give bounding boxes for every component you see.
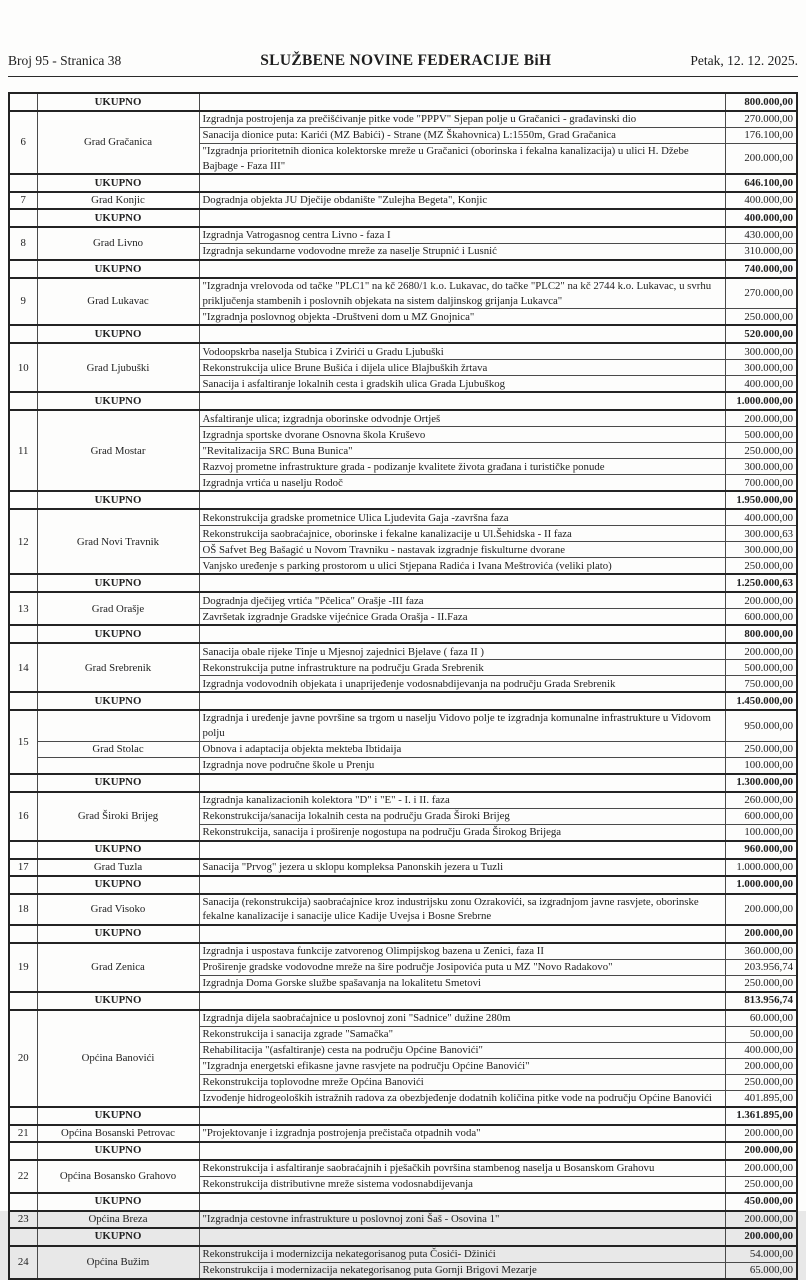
ukupno-label-cell: UKUPNO (37, 209, 199, 227)
project-description-cell: "Izgradnja poslovnog objekta -Društveni dom u MZ Gnojnica" (199, 309, 725, 326)
project-amount-cell: 360.000,00 (725, 943, 797, 960)
ukupno-label-cell: UKUPNO (37, 325, 199, 343)
ukupno-empty-number-cell (9, 209, 37, 227)
project-description-cell: Rekonstrukcija distributivne mreže sistema vodosnabdijevanja (199, 1176, 725, 1193)
ukupno-label-cell: UKUPNO (37, 1107, 199, 1125)
project-description-cell: Sanacija i asfaltiranje lokalnih cesta i gradskih ulica Grada Ljubuškog (199, 376, 725, 393)
project-description-cell: Sanacija dionice puta: Karići (MZ Babići) - Strane (MZ Škahovnica) L:1550m, Grad Gračanica (199, 128, 725, 144)
ukupno-empty-description-cell (199, 876, 725, 894)
project-amount-cell: 430.000,00 (725, 227, 797, 244)
project-description-cell: Rekonstrukcija gradske prometnice Ulica Ljudevita Gaja -završna faza (199, 509, 725, 526)
ukupno-row (9, 574, 797, 592)
ukupno-empty-number-cell (9, 876, 37, 894)
ukupno-label-cell: UKUPNO (37, 1193, 199, 1211)
project-amount-cell: 300.000,00 (725, 542, 797, 558)
project-amount-cell: 300.000,00 (725, 459, 797, 475)
municipality-name-cell: Grad Novi Travnik (37, 509, 199, 574)
row-number-cell: 19 (9, 943, 37, 992)
ukupno-amount-cell: 1.250.000,63 (725, 574, 797, 592)
ukupno-row (9, 1228, 797, 1246)
project-amount-cell: 200.000,00 (725, 410, 797, 427)
ukupno-empty-description-cell (199, 692, 725, 710)
project-amount-cell: 600.000,00 (725, 808, 797, 824)
project-row (9, 1010, 797, 1027)
ukupno-amount-cell: 960.000,00 (725, 841, 797, 859)
project-row (9, 592, 797, 609)
ukupno-empty-description-cell (199, 574, 725, 592)
ukupno-empty-number-cell (9, 574, 37, 592)
masthead (8, 52, 798, 77)
ukupno-amount-cell: 1.000.000,00 (725, 392, 797, 410)
ukupno-amount-cell: 520.000,00 (725, 325, 797, 343)
project-amount-cell: 176.100,00 (725, 128, 797, 144)
project-amount-cell: 700.000,00 (725, 475, 797, 492)
ukupno-empty-description-cell (199, 925, 725, 943)
municipality-name-cell (37, 757, 199, 774)
project-row (9, 343, 797, 360)
project-description-cell: Rekonstrukcija putne infrastrukture na području Grada Srebrenik (199, 660, 725, 676)
ukupno-empty-number-cell (9, 774, 37, 792)
project-description-cell: Rehabilitacija "(asfaltiranje) cesta na području Općine Banovići" (199, 1042, 725, 1058)
municipality-name-cell: Grad Zenica (37, 943, 199, 992)
project-amount-cell: 60.000,00 (725, 1010, 797, 1027)
project-description-cell: Rekonstrukcija ulice Brune Bušića i dijela ulice Blajbuških žrtava (199, 360, 725, 376)
ukupno-label-cell: UKUPNO (37, 574, 199, 592)
ukupno-amount-cell: 1.450.000,00 (725, 692, 797, 710)
municipality-name-cell: Grad Srebrenik (37, 643, 199, 692)
ukupno-empty-number-cell (9, 692, 37, 710)
project-amount-cell: 250.000,00 (725, 741, 797, 757)
ukupno-empty-number-cell (9, 174, 37, 192)
ukupno-empty-description-cell (199, 325, 725, 343)
ukupno-empty-number-cell (9, 1228, 37, 1246)
row-number-cell: 24 (9, 1246, 37, 1279)
ukupno-row (9, 876, 797, 894)
project-amount-cell: 250.000,00 (725, 558, 797, 575)
row-number-cell: 7 (9, 192, 37, 209)
project-amount-cell: 250.000,00 (725, 309, 797, 326)
ukupno-empty-number-cell (9, 93, 37, 111)
project-amount-cell: 500.000,00 (725, 660, 797, 676)
ukupno-label-cell: UKUPNO (37, 1142, 199, 1160)
ukupno-label-cell: UKUPNO (37, 174, 199, 192)
ukupno-empty-description-cell (199, 93, 725, 111)
project-amount-cell: 203.956,74 (725, 959, 797, 975)
project-amount-cell: 300.000,00 (725, 360, 797, 376)
project-description-cell: Rekonstrukcija i modernizacija nekategorisanog puta Gornji Brigovi Mezarje (199, 1262, 725, 1279)
ukupno-amount-cell: 646.100,00 (725, 174, 797, 192)
row-number-cell: 18 (9, 894, 37, 925)
allocation-table-body (9, 93, 797, 1279)
municipality-name-cell: Grad Konjic (37, 192, 199, 209)
municipality-name-cell: Grad Orašje (37, 592, 199, 625)
ukupno-row (9, 1142, 797, 1160)
project-description-cell: Izvođenje hidrogeoloških istražnih radova za obezbjeđenje dodatnih količina pitke vode na području Općine Banovići (199, 1090, 725, 1107)
project-description-cell: Vodoopskrba naselja Stubica i Zvirići u Gradu Ljubuški (199, 343, 725, 360)
ukupno-label-cell: UKUPNO (37, 260, 199, 278)
row-number-cell: 16 (9, 792, 37, 841)
ukupno-row (9, 774, 797, 792)
ukupno-label-cell: UKUPNO (37, 876, 199, 894)
ukupno-empty-number-cell (9, 491, 37, 509)
project-row (9, 192, 797, 209)
project-amount-cell: 750.000,00 (725, 676, 797, 693)
row-number-cell: 14 (9, 643, 37, 692)
ukupno-amount-cell: 200.000,00 (725, 1142, 797, 1160)
row-number-cell: 23 (9, 1211, 37, 1228)
row-number-cell: 6 (9, 111, 37, 174)
ukupno-empty-number-cell (9, 1107, 37, 1125)
project-description-cell: Rekonstrukcija i modernizcija nekategorisanog puta Čosići- Džinići (199, 1246, 725, 1263)
ukupno-label-cell: UKUPNO (37, 925, 199, 943)
ukupno-amount-cell: 800.000,00 (725, 625, 797, 643)
project-description-cell: "Revitalizacija SRC Buna Bunica" (199, 443, 725, 459)
ukupno-label-cell: UKUPNO (37, 774, 199, 792)
project-amount-cell: 200.000,00 (725, 1125, 797, 1142)
project-amount-cell: 65.000,00 (725, 1262, 797, 1279)
project-amount-cell: 270.000,00 (725, 278, 797, 309)
project-amount-cell: 250.000,00 (725, 975, 797, 992)
project-description-cell: "Izgradnja vrelovoda od tačke "PLC1" na kč 2680/1 k.o. Lukavac, do tačke "PLC2" na kč 2744 k.o. Lukavac, u svrhu priključenja stambenih i poslovnih objekata na sistem daljinskog grijanja Lukavca" (199, 278, 725, 309)
municipality-name-cell: Grad Livno (37, 227, 199, 260)
project-row (9, 741, 797, 757)
allocation-table-wrap (8, 92, 798, 1280)
ukupno-amount-cell: 200.000,00 (725, 1228, 797, 1246)
ukupno-row (9, 841, 797, 859)
municipality-name-cell: Općina Breza (37, 1211, 199, 1228)
ukupno-empty-number-cell (9, 260, 37, 278)
project-description-cell: "Izgradnja cestovne infrastrukture u poslovnoj zoni Šaš - Osovina 1" (199, 1211, 725, 1228)
row-number-cell: 22 (9, 1160, 37, 1193)
project-description-cell: Sanacija "Prvog" jezera u sklopu kompleksa Panonskih jezera u Tuzli (199, 859, 725, 876)
allocation-table (8, 92, 798, 1280)
project-row (9, 410, 797, 427)
project-description-cell: Završetak izgradnje Gradske vijećnice Grada Orašja - II.Faza (199, 609, 725, 626)
ukupno-empty-description-cell (199, 209, 725, 227)
municipality-name-cell: Grad Gračanica (37, 111, 199, 174)
project-amount-cell: 1.000.000,00 (725, 859, 797, 876)
ukupno-row (9, 925, 797, 943)
municipality-name-cell: Grad Stolac (37, 741, 199, 757)
project-description-cell: Sanacija obale rijeke Tinje u Mjesnoj zajednici Bjelave ( faza II ) (199, 643, 725, 660)
row-number-cell: 9 (9, 278, 37, 325)
project-description-cell: Izgradnja i uređenje javne površine sa trgom u naselju Vidovo polje te izgradnja komunalne infrastrukture u Vidovom polju (199, 710, 725, 741)
project-description-cell: Rekonstrukcija toplovodne mreže Općina Banovići (199, 1074, 725, 1090)
project-row (9, 894, 797, 925)
ukupno-amount-cell: 1.950.000,00 (725, 491, 797, 509)
row-number-cell: 21 (9, 1125, 37, 1142)
project-amount-cell: 200.000,00 (725, 894, 797, 925)
project-row (9, 1125, 797, 1142)
ukupno-empty-number-cell (9, 1193, 37, 1211)
project-description-cell: Rekonstrukcija saobraćajnice, oborinske i fekalne kanalizacije u Ul.Šehidska - II faza (199, 526, 725, 542)
ukupno-empty-number-cell (9, 392, 37, 410)
ukupno-amount-cell: 1.300.000,00 (725, 774, 797, 792)
project-description-cell: Rekonstrukcija, sanacija i proširenje nogostupa na području Grada Širokog Brijega (199, 824, 725, 841)
project-amount-cell: 54.000,00 (725, 1246, 797, 1263)
row-number-cell: 8 (9, 227, 37, 260)
project-description-cell: Dogradnja dječijeg vrtića "Pčelica" Orašje -III faza (199, 592, 725, 609)
municipality-name-cell: Grad Mostar (37, 410, 199, 491)
project-amount-cell: 500.000,00 (725, 427, 797, 443)
ukupno-empty-description-cell (199, 1142, 725, 1160)
project-row (9, 643, 797, 660)
ukupno-label-cell: UKUPNO (37, 841, 199, 859)
ukupno-row (9, 93, 797, 111)
row-number-cell: 17 (9, 859, 37, 876)
ukupno-amount-cell: 740.000,00 (725, 260, 797, 278)
project-description-cell: Sanacija (rekonstrukcija) saobraćajnice kroz industrijsku zonu Ozrakovići, sa izgradnjom javne rasvjete, oborinske fekalne kanalizacije i sanacije ulice Kadije Uvejsa i Bosne Srebrne (199, 894, 725, 925)
ukupno-amount-cell: 450.000,00 (725, 1193, 797, 1211)
project-amount-cell: 260.000,00 (725, 792, 797, 809)
ukupno-empty-description-cell (199, 1193, 725, 1211)
ukupno-row (9, 992, 797, 1010)
ukupno-empty-description-cell (199, 774, 725, 792)
ukupno-label-cell: UKUPNO (37, 93, 199, 111)
project-amount-cell: 200.000,00 (725, 1160, 797, 1177)
project-row (9, 278, 797, 309)
municipality-name-cell (37, 710, 199, 741)
project-amount-cell: 50.000,00 (725, 1026, 797, 1042)
ukupno-label-cell: UKUPNO (37, 625, 199, 643)
municipality-name-cell: Općina Banovići (37, 1010, 199, 1107)
ukupno-row (9, 491, 797, 509)
project-description-cell: Izgradnja dijela saobraćajnice u poslovnoj zoni "Sadnice" dužine 280m (199, 1010, 725, 1027)
ukupno-row (9, 1193, 797, 1211)
ukupno-empty-description-cell (199, 1107, 725, 1125)
project-amount-cell: 950.000,00 (725, 710, 797, 741)
project-row (9, 943, 797, 960)
municipality-name-cell: Grad Široki Brijeg (37, 792, 199, 841)
project-amount-cell: 300.000,00 (725, 343, 797, 360)
ukupno-empty-description-cell (199, 625, 725, 643)
ukupno-empty-description-cell (199, 260, 725, 278)
ukupno-amount-cell: 200.000,00 (725, 925, 797, 943)
project-description-cell: Izgradnja Doma Gorske službe spašavanja na lokalitetu Smetovi (199, 975, 725, 992)
project-description-cell: Izgradnja postrojenja za prečišćivanje pitke vode "PPPV" Sjepan polje u Gračanici - građavinski dio (199, 111, 725, 128)
project-amount-cell: 250.000,00 (725, 443, 797, 459)
project-description-cell: Vanjsko uređenje s parking prostorom u ulici Stjepana Radića i Ivana Meštrovića (veliki plato) (199, 558, 725, 575)
gazette-title: SLUŽBENE NOVINE FEDERACIJE BiH (260, 52, 552, 69)
project-amount-cell: 100.000,00 (725, 757, 797, 774)
ukupno-empty-number-cell (9, 325, 37, 343)
project-row (9, 1160, 797, 1177)
row-number-cell: 11 (9, 410, 37, 491)
ukupno-empty-description-cell (199, 491, 725, 509)
project-description-cell: OŠ Safvet Beg Bašagić u Novom Travniku - nastavak izgradnje fiskulturne dvorane (199, 542, 725, 558)
ukupno-empty-description-cell (199, 392, 725, 410)
project-row (9, 859, 797, 876)
project-row (9, 1211, 797, 1228)
municipality-name-cell: Grad Lukavac (37, 278, 199, 325)
row-number-cell: 10 (9, 343, 37, 392)
project-row (9, 757, 797, 774)
project-amount-cell: 200.000,00 (725, 144, 797, 175)
project-description-cell: Izgradnja vodovodnih objekata i unaprijeđenje vodosnabdijevanja na području Grada Srebrenik (199, 676, 725, 693)
project-description-cell: Izgradnja sekundarne vodovodne mreže za naselje Strupnić i Lusnić (199, 244, 725, 261)
project-row (9, 111, 797, 128)
project-amount-cell: 250.000,00 (725, 1074, 797, 1090)
municipality-name-cell: Grad Visoko (37, 894, 199, 925)
ukupno-label-cell: UKUPNO (37, 692, 199, 710)
project-description-cell: Izgradnja nove područne škole u Prenju (199, 757, 725, 774)
project-amount-cell: 100.000,00 (725, 824, 797, 841)
project-description-cell: "Izgradnja prioritetnih dionica kolektorske mreže u Gračanici (oborinska i fekalna kanalizacija) u ulici H. Džebe Bajbage - Faza III" (199, 144, 725, 175)
project-amount-cell: 400.000,00 (725, 192, 797, 209)
project-description-cell: Asfaltiranje ulica; izgradnja oborinske odvodnje Ortješ (199, 410, 725, 427)
ukupno-row (9, 625, 797, 643)
municipality-name-cell: Općina Bužim (37, 1246, 199, 1279)
ukupno-row (9, 1107, 797, 1125)
ukupno-row (9, 209, 797, 227)
project-description-cell: Rekonstrukcija/sanacija lokalnih cesta na području Grada Široki Brijeg (199, 808, 725, 824)
ukupno-empty-description-cell (199, 174, 725, 192)
project-description-cell: "Izgradnja energetski efikasne javne rasvjete na području Općine Banovići" (199, 1058, 725, 1074)
ukupno-amount-cell: 1.000.000,00 (725, 876, 797, 894)
ukupno-empty-number-cell (9, 992, 37, 1010)
municipality-name-cell: Općina Bosanski Petrovac (37, 1125, 199, 1142)
ukupno-amount-cell: 813.956,74 (725, 992, 797, 1010)
project-amount-cell: 200.000,00 (725, 592, 797, 609)
project-description-cell: "Projektovanje i izgradnja postrojenja prečistača otpadnih voda" (199, 1125, 725, 1142)
project-amount-cell: 300.000,63 (725, 526, 797, 542)
project-description-cell: Izgradnja sportske dvorane Osnovna škola Kruševo (199, 427, 725, 443)
ukupno-row (9, 392, 797, 410)
project-description-cell: Obnova i adaptacija objekta mekteba Ibtidaija (199, 741, 725, 757)
project-amount-cell: 401.895,00 (725, 1090, 797, 1107)
project-row (9, 509, 797, 526)
project-amount-cell: 600.000,00 (725, 609, 797, 626)
project-row (9, 710, 797, 741)
row-number-cell: 12 (9, 509, 37, 574)
project-description-cell: Rekonstrukcija i sanacija zgrade "Samačka" (199, 1026, 725, 1042)
project-row (9, 1246, 797, 1263)
project-description-cell: Dogradnja objekta JU Dječije obdanište "Zulejha Begeta", Konjic (199, 192, 725, 209)
project-amount-cell: 310.000,00 (725, 244, 797, 261)
project-description-cell: Izgradnja vrtića u naselju Rodoč (199, 475, 725, 492)
project-description-cell: Izgradnja Vatrogasnog centra Livno - faza I (199, 227, 725, 244)
project-row (9, 227, 797, 244)
ukupno-label-cell: UKUPNO (37, 392, 199, 410)
project-description-cell: Proširenje gradske vodovodne mreže na šire područje Josipovića puta u MZ "Novo Radakovo" (199, 959, 725, 975)
ukupno-row (9, 692, 797, 710)
ukupno-label-cell: UKUPNO (37, 491, 199, 509)
ukupno-empty-number-cell (9, 841, 37, 859)
project-amount-cell: 200.000,00 (725, 643, 797, 660)
project-description-cell: Izgradnja i uspostava funkcije zatvorenog Olimpijskog bazena u Zenici, faza II (199, 943, 725, 960)
ukupno-row (9, 174, 797, 192)
row-number-cell: 13 (9, 592, 37, 625)
issue-date: Petak, 12. 12. 2025. (690, 53, 798, 68)
project-amount-cell: 200.000,00 (725, 1058, 797, 1074)
row-number-cell: 15 (9, 710, 37, 773)
project-amount-cell: 400.000,00 (725, 509, 797, 526)
ukupno-empty-description-cell (199, 841, 725, 859)
ukupno-empty-number-cell (9, 625, 37, 643)
project-description-cell: Razvoj prometne infrastrukture grada - podizanje kvalitete života građana i turističke ponude (199, 459, 725, 475)
ukupno-amount-cell: 400.000,00 (725, 209, 797, 227)
project-amount-cell: 200.000,00 (725, 1211, 797, 1228)
municipality-name-cell: Grad Tuzla (37, 859, 199, 876)
ukupno-amount-cell: 1.361.895,00 (725, 1107, 797, 1125)
issue-page-label: Broj 95 - Stranica 38 (8, 53, 122, 68)
municipality-name-cell: Općina Bosansko Grahovo (37, 1160, 199, 1193)
project-description-cell: Izgradnja kanalizacionih kolektora "D" i "E" - I. i II. faza (199, 792, 725, 809)
project-description-cell: Rekonstrukcija i asfaltiranje saobraćajnih i pješačkih površina stambenog naselja u Bosanskom Grahovu (199, 1160, 725, 1177)
ukupno-label-cell: UKUPNO (37, 992, 199, 1010)
ukupno-row (9, 325, 797, 343)
ukupno-empty-description-cell (199, 1228, 725, 1246)
row-number-cell: 20 (9, 1010, 37, 1107)
ukupno-amount-cell: 800.000,00 (725, 93, 797, 111)
ukupno-empty-number-cell (9, 925, 37, 943)
project-amount-cell: 400.000,00 (725, 376, 797, 393)
ukupno-row (9, 260, 797, 278)
ukupno-empty-description-cell (199, 992, 725, 1010)
project-row (9, 792, 797, 809)
municipality-name-cell: Grad Ljubuški (37, 343, 199, 392)
ukupno-label-cell: UKUPNO (37, 1228, 199, 1246)
project-amount-cell: 400.000,00 (725, 1042, 797, 1058)
ukupno-empty-number-cell (9, 1142, 37, 1160)
project-amount-cell: 250.000,00 (725, 1176, 797, 1193)
project-amount-cell: 270.000,00 (725, 111, 797, 128)
